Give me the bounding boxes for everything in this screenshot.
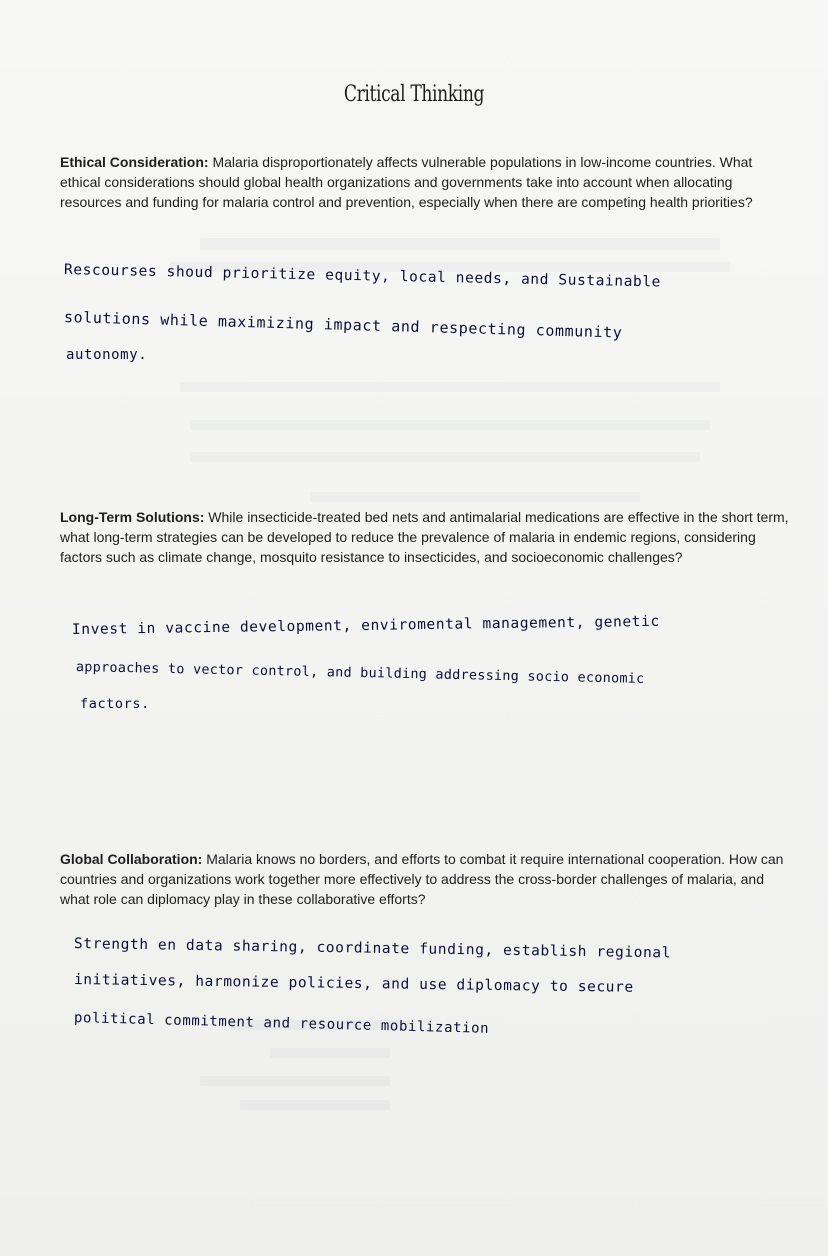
question-ethical-consideration: Ethical Consideration: Malaria disproportionately affects vulnerable populations in low-income countries. What ethical considerations should global health organizations and governments take into account when allocating resources and funding for malaria control and prevention, especially when there are competing health priorities? [60, 154, 753, 210]
answer-line: autonomy. [66, 347, 148, 363]
show-through-mark [310, 492, 640, 502]
show-through-mark [240, 1100, 390, 1110]
question-long-term-solutions: Long-Term Solutions: While insecticide-treated bed nets and antimalarial medications are effective in the short term, what long-term strategies can be developed to reduce the prevalence of malaria in endemic regions, considering factors such as climate change, mosquito resistance to insecticides, and socioeconomic challenges? [60, 509, 789, 565]
question-text: Malaria disproportionately affects vulnerable populations in low-income countries. What ethical considerations should global health organizations and governments take into account when allocating resources and funding for malaria control and prevention, especially when there are competing health priorities? [60, 154, 753, 210]
show-through-mark [190, 420, 710, 430]
answer-line: Strength en data sharing, coordinate funding, establish regional [73, 936, 672, 962]
page-title: Critical Thinking [343, 82, 485, 107]
answer-line: Invest in vaccine development, enviromental management, genetic [71, 613, 660, 638]
question-text: Malaria knows no borders, and efforts to combat it require international cooperation. How can countries and organizations work together more effectively to address the cross-border challenges of malaria, and what role can diplomacy play in these collaborative efforts? [60, 851, 784, 907]
show-through-mark [180, 382, 720, 392]
answer-line: political commitment and resource mobilization [73, 1010, 490, 1037]
question-label: Long-Term Solutions [60, 509, 200, 525]
question-label: Ethical Consideration [60, 154, 204, 170]
show-through-mark [190, 452, 700, 462]
answer-line: Rescourses shoud prioritize equity, local needs, and Sustainable [63, 262, 662, 291]
answer-line: factors. [80, 696, 150, 712]
show-through-mark [200, 238, 720, 250]
question-text: While insecticide-treated bed nets and antimalarial medications are effective in the short term, what long-term strategies can be developed to reduce the prevalence of malaria in endemic regions, considering factors such as climate change, mosquito resistance to insecticides, and socioeconomic challenges? [60, 509, 789, 565]
show-through-mark [200, 1076, 390, 1086]
answer-line: approaches to vector control, and building addressing socio economic [75, 660, 645, 687]
question-label: Global Collaboration [60, 851, 198, 867]
question-global-collaboration: Global Collaboration: Malaria knows no borders, and efforts to combat it require international cooperation. How can countries and organizations work together more effectively to address the cross-border challenges of malaria, and what role can diplomacy play in these collaborative efforts? [60, 851, 784, 907]
show-through-mark [270, 1048, 390, 1058]
answer-line: initiatives, harmonize policies, and use diplomacy to secure [73, 972, 634, 996]
answer-line: solutions while maximizing impact and respecting community [63, 308, 623, 342]
